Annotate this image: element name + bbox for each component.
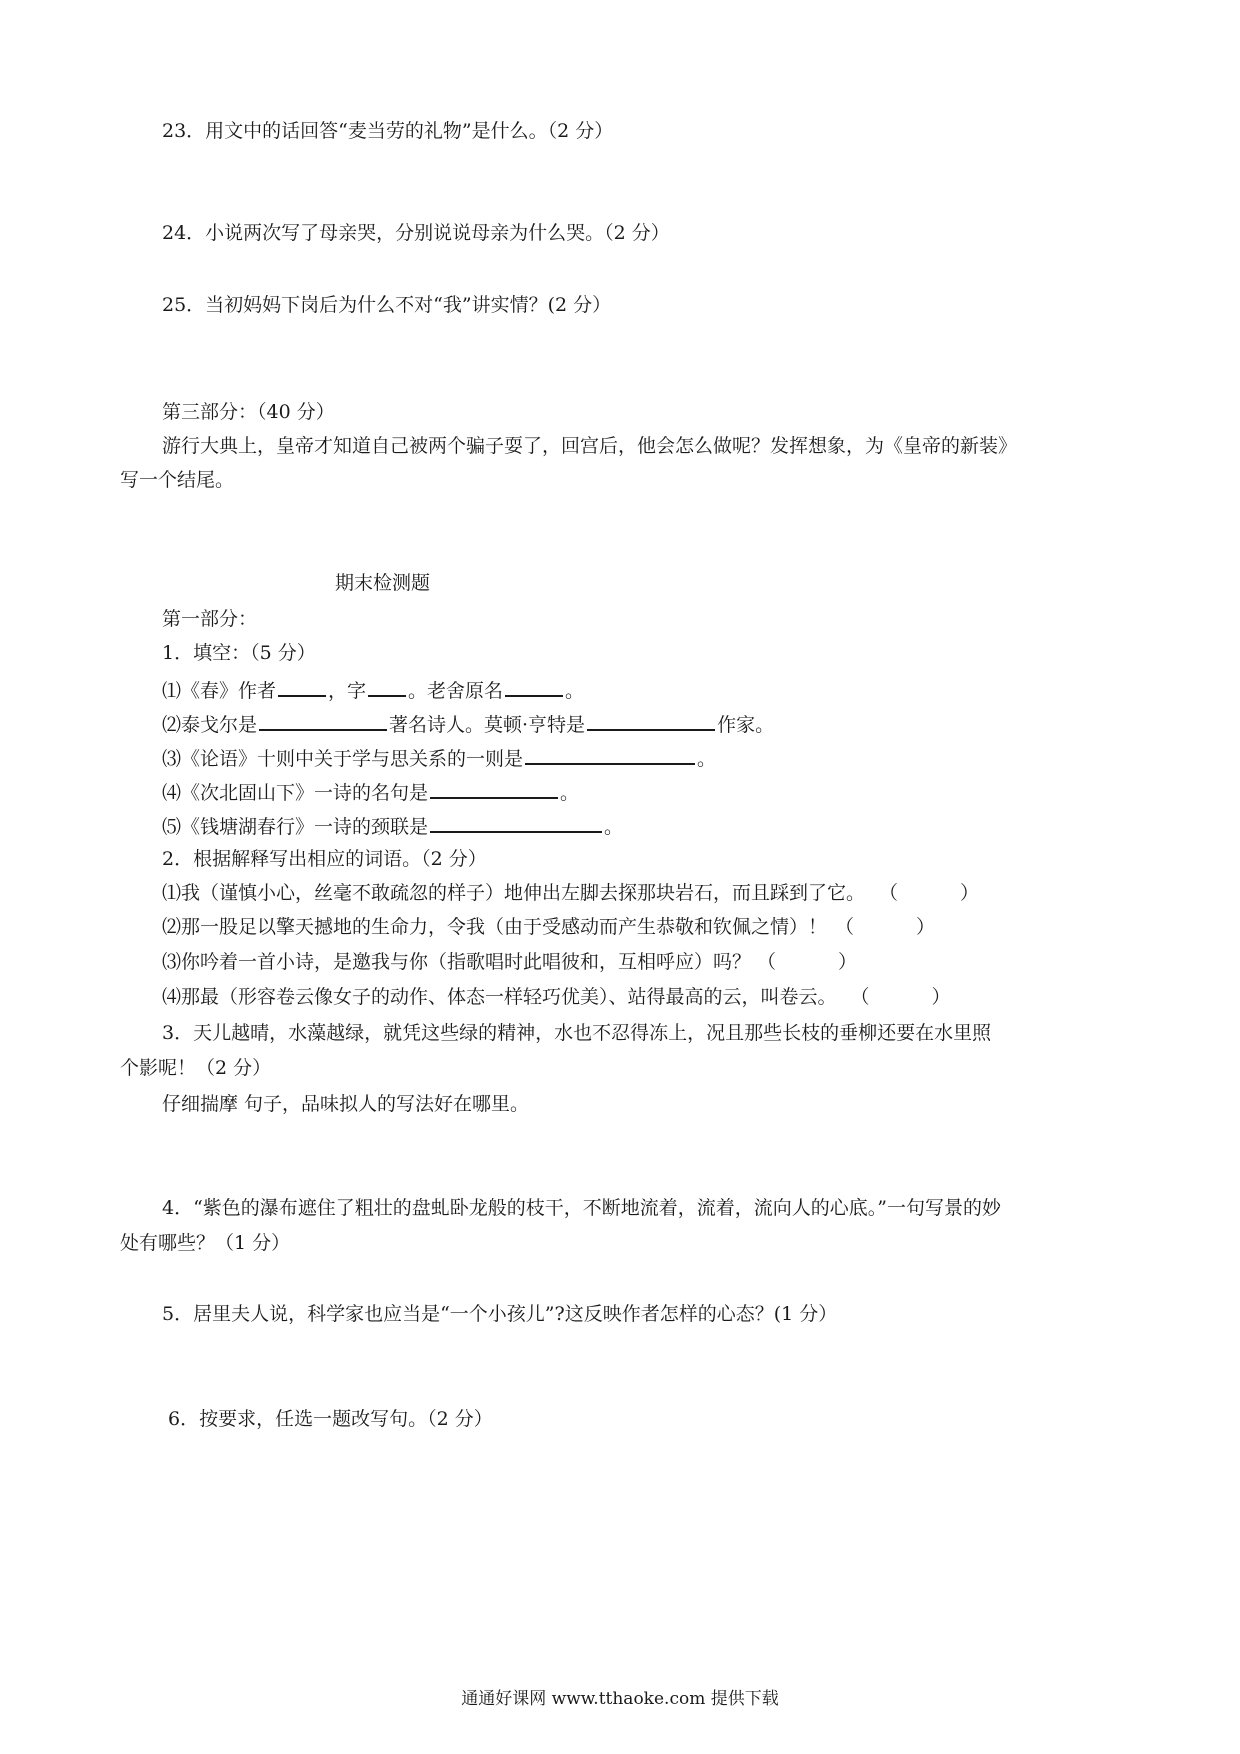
fill-blank[interactable] — [525, 743, 695, 765]
exam-title: 期末检测题 — [335, 572, 431, 594]
q1-item1-text-c: 。老舍原名 — [408, 680, 504, 702]
question-3-line1: 3．天儿越晴，水藻越绿，就凭这些绿的精神，水也不忍得冻上，况且那些长枝的垂柳还要在水里照 — [162, 1022, 992, 1044]
q1-item1-text-b: ，字 — [328, 680, 367, 702]
q2-item1-close-paren: ） — [960, 882, 980, 904]
part3-prompt-line2: 写一个结尾。 — [120, 469, 235, 491]
q1-item5-text-b: 。 — [604, 816, 624, 838]
fill-blank[interactable] — [259, 709, 387, 731]
q2-item4-text: ⑷那最（形容卷云像女子的动作、体态一样轻巧优美）、站得最高的云，叫卷云。 — [162, 986, 837, 1008]
question-3-instruction: 仔细揣摩 句子，品味拟人的写法好在哪里。 — [162, 1093, 530, 1115]
q1-item5-text-a: ⑸《钱塘湖春行》一诗的颈联是 — [162, 816, 429, 838]
fill-blank[interactable] — [368, 675, 406, 697]
q1-item1-text-d: 。 — [565, 680, 585, 702]
q2-item3-close-paren: ） — [838, 951, 858, 973]
q1-item4-text-b: 。 — [560, 782, 580, 804]
question-1-title: 1．填空：（5 分） — [162, 642, 316, 664]
question-23: 23．用文中的话回答“麦当劳的礼物”是什么。（2 分） — [162, 120, 614, 142]
question-24: 24．小说两次写了母亲哭，分别说说母亲为什么哭。（2 分） — [162, 222, 670, 244]
question-6: 6．按要求，任选一题改写句。（2 分） — [168, 1408, 493, 1430]
question-2-item-1 — [162, 880, 979, 906]
q2-item2-text: ⑵那一股足以擎天撼地的生命力，令我（由于受感动而产生恭敬和钦佩之情）！ — [162, 916, 828, 938]
q1-item3-text-a: ⑶《论语》十则中关于学与思关系的一则是 — [162, 748, 524, 770]
q1-item2-text-a: ⑵泰戈尔是 — [162, 714, 258, 736]
question-1-item-5 — [162, 811, 623, 840]
q2-item1-open-paren: （ — [879, 882, 899, 904]
q2-item1-text: ⑴我（谨慎小心，丝毫不敢疏忽的样子）地伸出左脚去探那块岩石，而且踩到了它。 — [162, 882, 866, 904]
page-footer: 通通好课网 www.tthaoke.com 提供下载 — [461, 1689, 779, 1709]
question-1-item-1 — [162, 675, 584, 704]
question-2-item-3 — [162, 949, 857, 975]
question-1-item-2 — [162, 709, 774, 738]
q1-item1-text-a: ⑴《春》作者 — [162, 680, 277, 702]
part3-title: 第三部分：（40 分） — [162, 401, 335, 423]
fill-blank[interactable] — [587, 709, 715, 731]
question-1-item-4 — [162, 777, 579, 806]
fill-blank[interactable] — [505, 675, 563, 697]
part3-prompt-line1: 游行大典上，皇帝才知道自己被两个骗子耍了，回宫后，他会怎么做呢？发挥想象，为《皇帝的新装》 — [162, 435, 1018, 457]
q2-item3-open-paren: （ — [757, 951, 777, 973]
q1-item2-text-c: 作家。 — [717, 714, 775, 736]
fill-blank[interactable] — [430, 811, 602, 833]
question-1-item-3 — [162, 743, 716, 772]
question-4-line2: 处有哪些？（1 分） — [120, 1232, 291, 1254]
question-2-title: 2．根据解释写出相应的词语。（2 分） — [162, 848, 487, 870]
q2-item3-text: ⑶你吟着一首小诗，是邀我与你（指歌唱时此唱彼和，互相呼应）吗？ — [162, 951, 752, 973]
q1-item4-text-a: ⑷《次北固山下》一诗的名句是 — [162, 782, 429, 804]
fill-blank[interactable] — [430, 777, 558, 799]
q2-item2-open-paren: （ — [835, 916, 855, 938]
question-2-item-2 — [162, 914, 935, 940]
fill-blank[interactable] — [278, 675, 326, 697]
q2-item4-open-paren: （ — [850, 986, 870, 1008]
question-3-line2: 个影呢！（2 分） — [120, 1057, 272, 1079]
q1-item3-text-b: 。 — [697, 748, 717, 770]
q1-item2-text-b: 著名诗人。莫顿·亨特是 — [389, 714, 586, 736]
q2-item4-close-paren: ） — [931, 986, 951, 1008]
question-5: 5．居里夫人说，科学家也应当是“一个小孩儿”?这反映作者怎样的心态？(1 分） — [162, 1303, 838, 1325]
question-4-line1: 4．“紫色的瀑布遮住了粗壮的盘虬卧龙般的枝干，不断地流着，流着，流向人的心底。”一句写景的妙 — [162, 1197, 1002, 1219]
question-2-item-4 — [162, 984, 951, 1010]
q2-item2-close-paren: ） — [916, 916, 936, 938]
question-25: 25．当初妈妈下岗后为什么不对“我”讲实情？(2 分） — [162, 294, 612, 316]
part1-title: 第一部分： — [162, 608, 258, 630]
